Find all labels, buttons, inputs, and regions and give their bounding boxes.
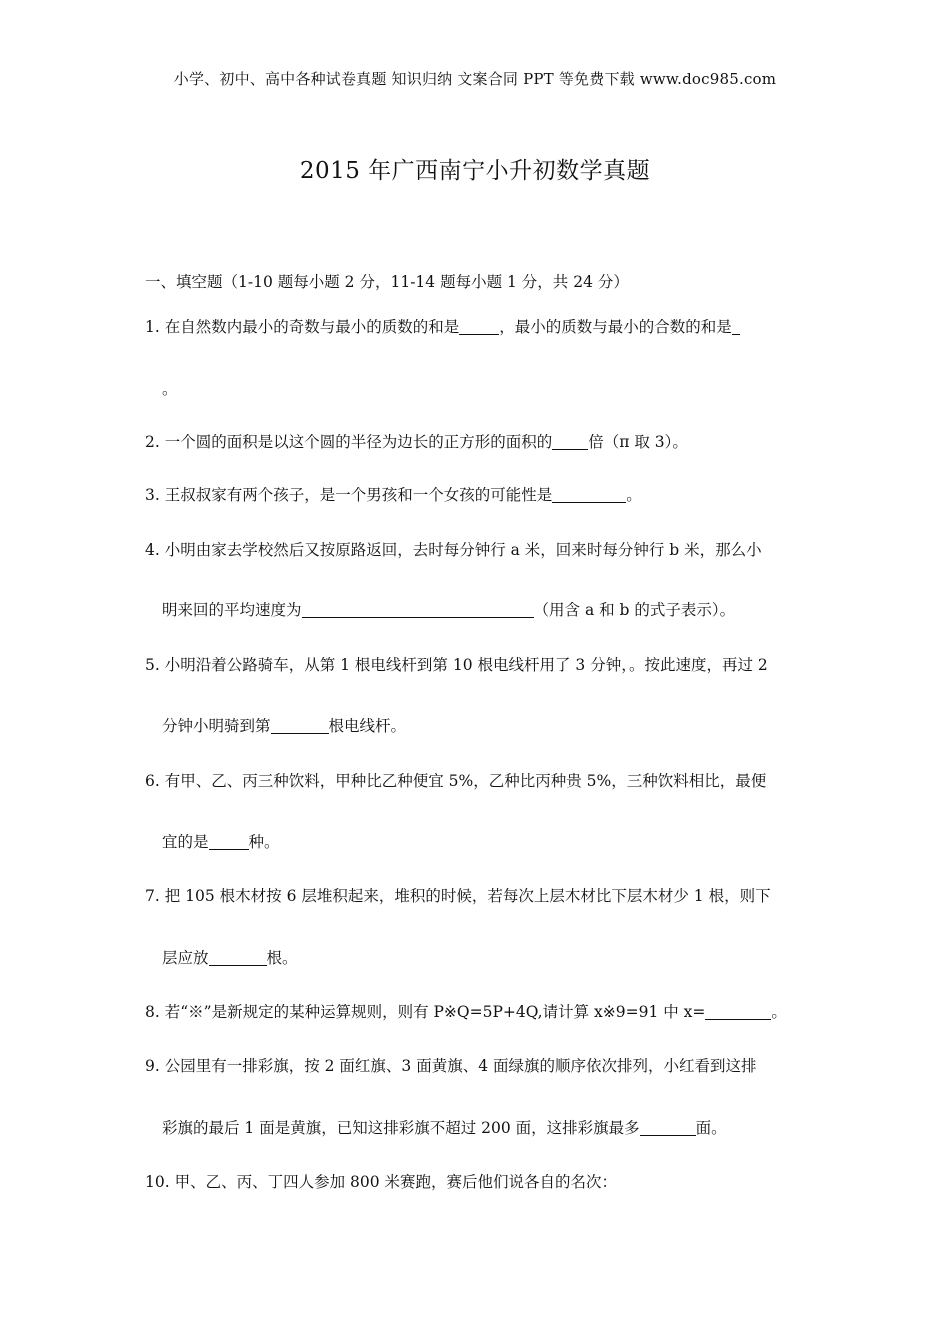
answer-blank [640, 1121, 696, 1136]
question-text: 根电线杆。 [328, 717, 407, 735]
answer-blank [732, 320, 740, 335]
answer-blank [209, 835, 249, 850]
question-4-continuation [162, 598, 735, 620]
question-text: 根。 [266, 949, 298, 967]
question-4: 4. 小明由家去学校然后又按原路返回，去时每分钟行 a 米，回来时每分钟行 b 米，那么小 [145, 541, 762, 559]
answer-blank [705, 1005, 771, 1020]
question-text: 彩旗的最后 1 面是黄旗，已知这排彩旗不超过 200 面，这排彩旗最多 [162, 1119, 640, 1137]
question-text: （用含 a 和 b 的式子表示）。 [533, 601, 736, 619]
question-5: 5. 小明沿着公路骑车，从第 1 根电线杆到第 10 根电线杆用了 3 分钟，。按此速度，再过 2 [145, 656, 768, 674]
answer-blank [459, 320, 499, 335]
question-1-continuation: 。 [162, 380, 178, 398]
question-text: 倍（π 取 3）。 [588, 433, 688, 451]
question-text: 层应放 [162, 949, 209, 967]
question-6: 6. 有甲、乙、丙三种饮料，甲种比乙种便宜 5%，乙种比丙种贵 5%，三种饮料相比，最便 [145, 772, 767, 790]
question-7-continuation [162, 946, 298, 968]
page-header: 小学、初中、高中各种试卷真题 知识归纳 文案合同 PPT 等免费下载 www.doc985.com [173, 70, 777, 88]
question-text: 宜的是 [162, 833, 209, 851]
question-text: 面。 [695, 1119, 727, 1137]
question-9-continuation [162, 1116, 727, 1138]
question-9: 9. 公园里有一排彩旗，按 2 面红旗、3 面黄旗、4 面绿旗的顺序依次排列，小红看到这排 [145, 1057, 757, 1075]
question-2 [145, 430, 688, 452]
question-5-continuation [162, 714, 406, 736]
page-title: 2015 年广西南宁小升初数学真题 [299, 158, 651, 184]
question-text: 8. 若“※”是新规定的某种运算规则，则有 P※Q=5P+4Q,请计算 x※9=91 中 x= [145, 1003, 706, 1021]
question-text: ，最小的质数与最小的合数的和是 [499, 318, 732, 336]
answer-blank [271, 719, 329, 734]
question-text: 3. 王叔叔家有两个孩子，是一个男孩和一个女孩的可能性是 [145, 486, 553, 504]
question-text: 1. 在自然数内最小的奇数与最小的质数的和是 [145, 318, 460, 336]
section-heading: 一、填空题（1-10 题每小题 2 分，11-14 题每小题 1 分，共 24 分） [145, 273, 629, 291]
question-text: 分钟小明骑到第 [162, 717, 271, 735]
answer-blank [552, 435, 588, 450]
question-10: 10. 甲、乙、丙、丁四人参加 800 米赛跑，赛后他们说各自的名次： [145, 1173, 618, 1191]
question-1 [145, 315, 740, 337]
question-3 [145, 483, 642, 505]
answer-blank [302, 603, 534, 618]
answer-blank [552, 488, 626, 503]
question-text: 明来回的平均速度为 [162, 601, 302, 619]
question-7: 7. 把 105 根木材按 6 层堆积起来，堆积的时候，若每次上层木材比下层木材少 1 根，则下 [145, 887, 771, 905]
question-text: 种。 [248, 833, 280, 851]
answer-blank [209, 951, 267, 966]
question-text: 。 [771, 1003, 787, 1021]
question-8 [145, 1000, 787, 1022]
question-text: 。 [626, 486, 642, 504]
question-text: 2. 一个圆的面积是以这个圆的半径为边长的正方形的面积的 [145, 433, 553, 451]
question-6-continuation [162, 830, 280, 852]
